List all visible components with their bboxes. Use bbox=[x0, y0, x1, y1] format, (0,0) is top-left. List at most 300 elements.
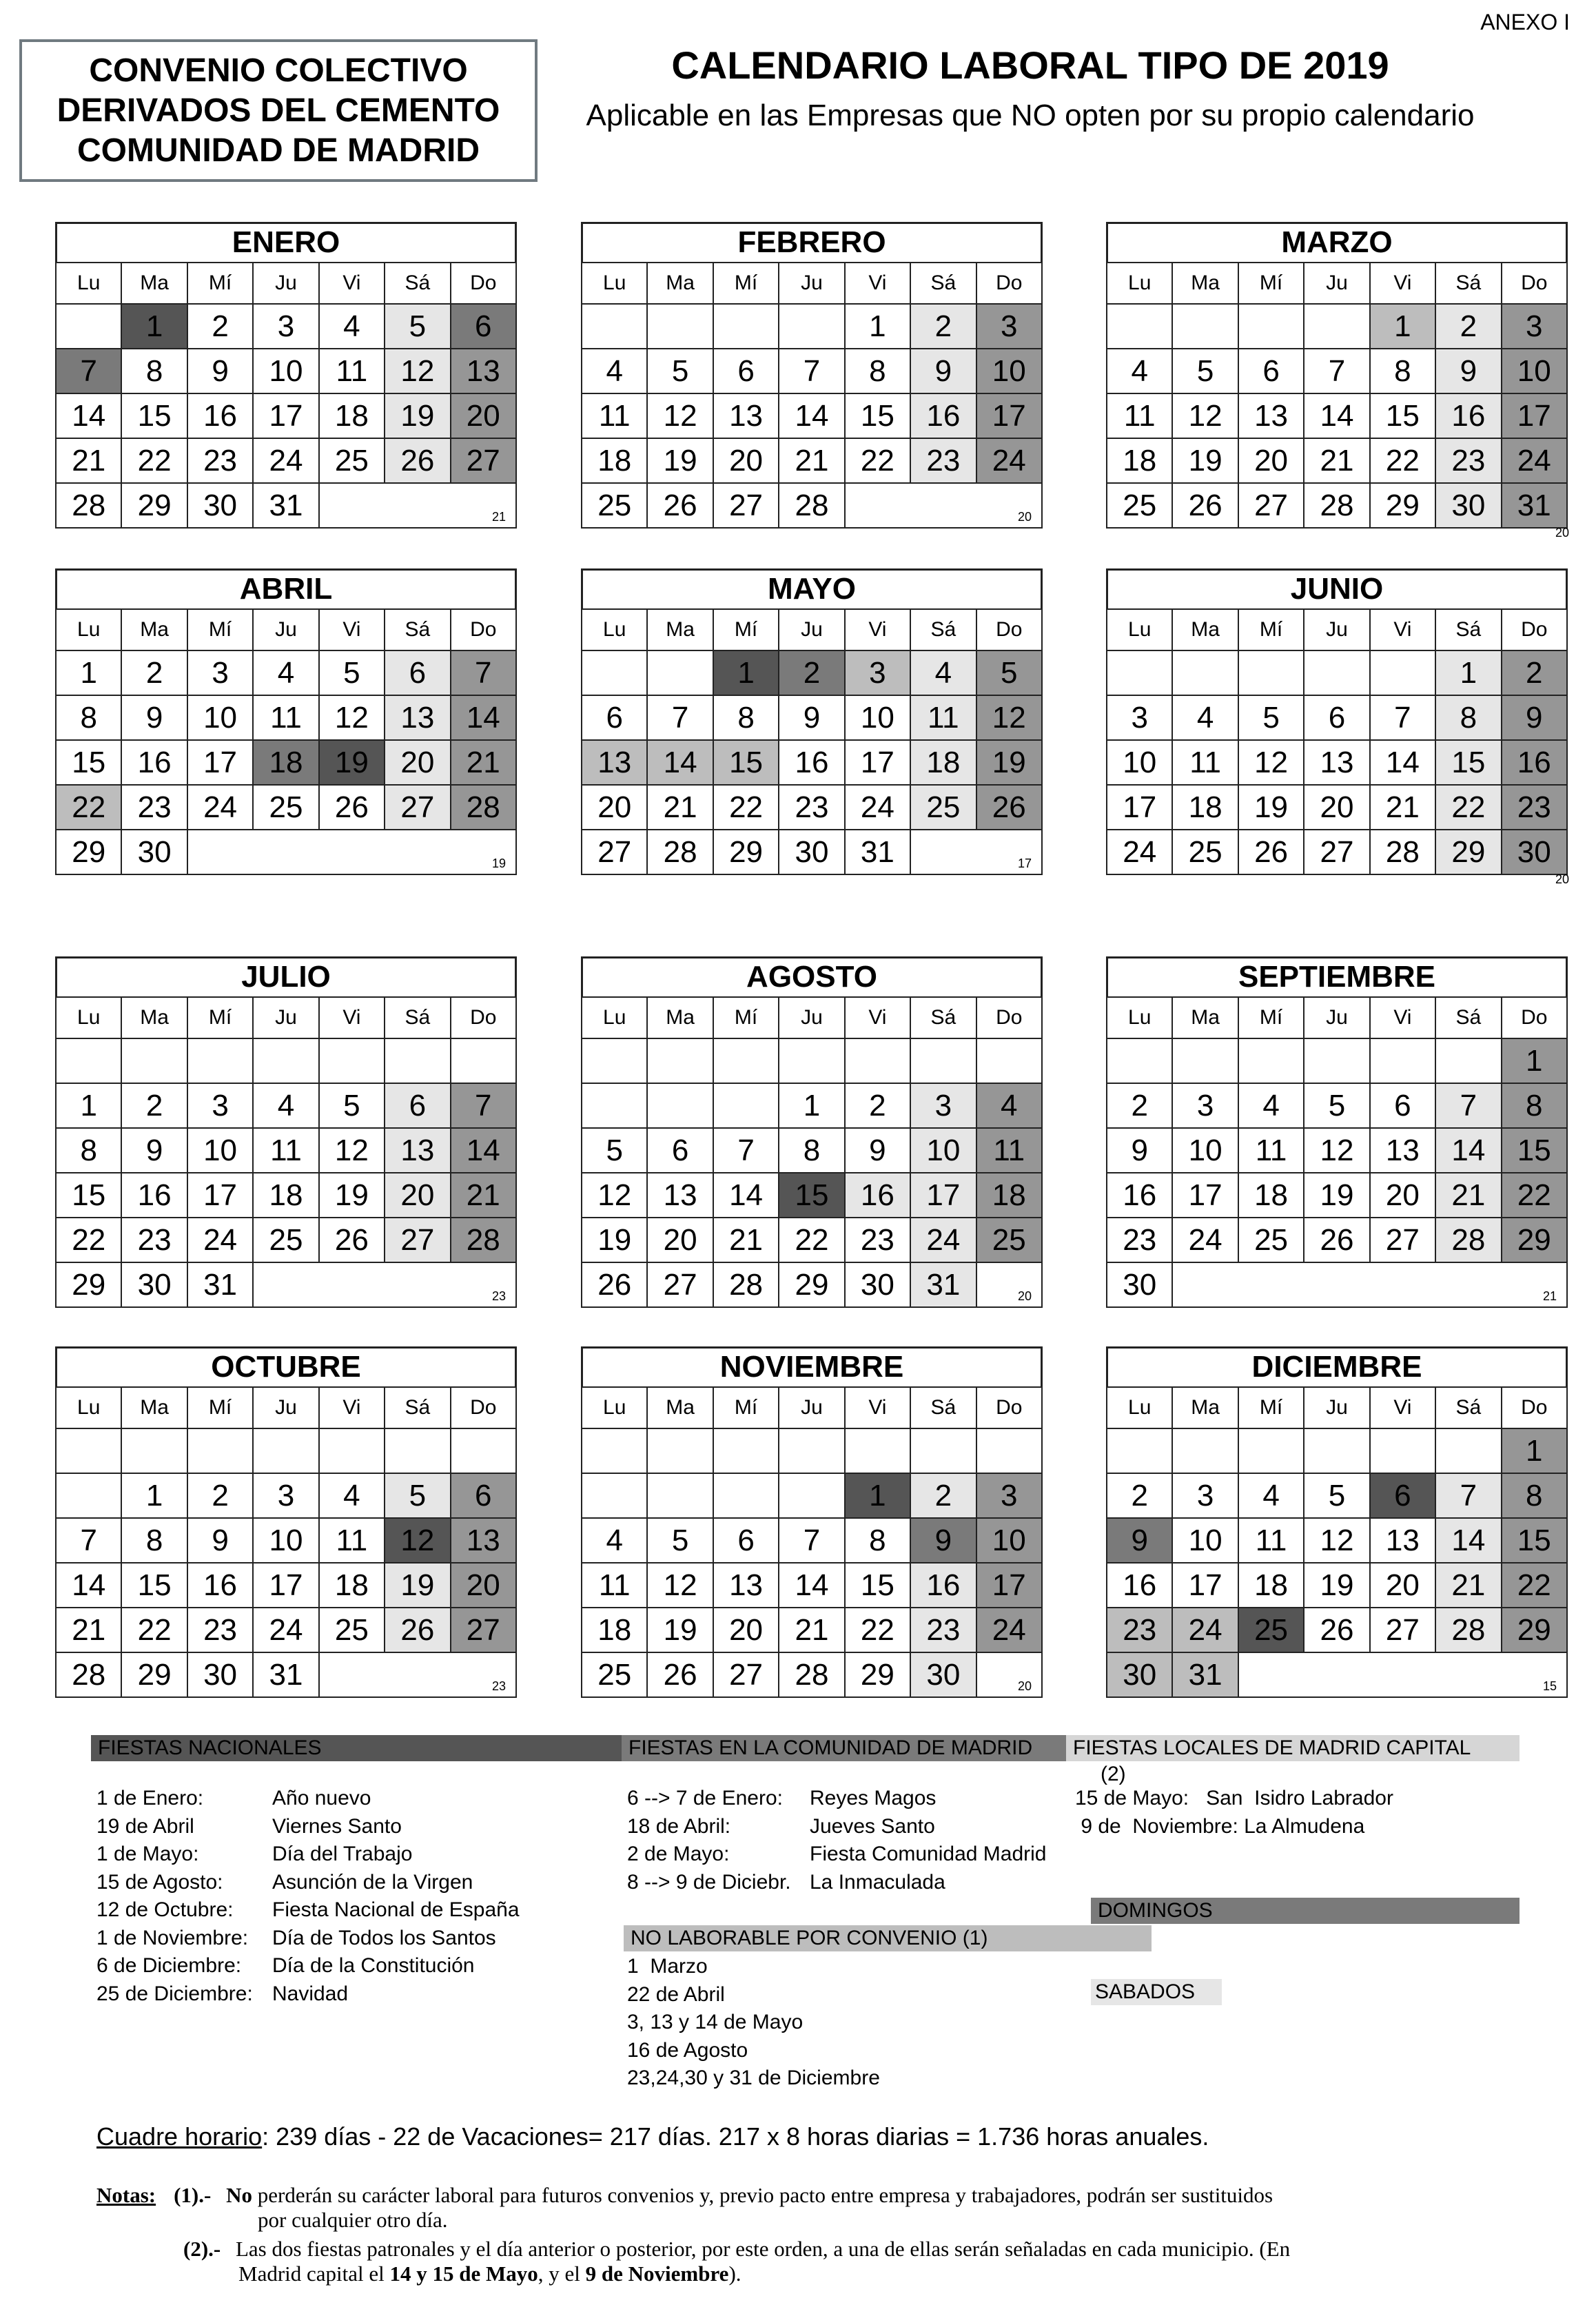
empty-day-cell bbox=[713, 1473, 779, 1518]
week-row bbox=[582, 1262, 1042, 1307]
day-cell: 15 bbox=[121, 393, 187, 438]
day-cell: 22 bbox=[1435, 785, 1501, 830]
day-cell: 26 bbox=[385, 438, 450, 483]
day-cell: 18 bbox=[1107, 438, 1172, 483]
working-day-count: 17 bbox=[1017, 857, 1032, 870]
week-row bbox=[56, 695, 516, 740]
day-cell: 8 bbox=[845, 1518, 910, 1563]
day-cell: 13 bbox=[713, 1563, 779, 1608]
day-cell: 23 bbox=[845, 1218, 910, 1262]
day-cell: 5 bbox=[1304, 1083, 1369, 1128]
month-junio bbox=[1106, 568, 1569, 886]
working-day-count: 20 bbox=[1017, 1289, 1032, 1303]
day-cell: 12 bbox=[385, 1518, 450, 1563]
holiday-name: Día de Todos los Santos bbox=[272, 1926, 496, 1949]
week-row bbox=[582, 740, 1042, 785]
month-title: JUNIO bbox=[1106, 568, 1568, 608]
day-cell: 30 bbox=[910, 1652, 976, 1697]
day-cell: 21 bbox=[779, 1608, 844, 1652]
weekday-header: Vi bbox=[319, 263, 385, 304]
week-row bbox=[1107, 393, 1567, 438]
week-row bbox=[56, 1038, 516, 1083]
day-cell: 26 bbox=[1304, 1608, 1369, 1652]
working-day-count: 19 bbox=[491, 857, 506, 870]
week-row bbox=[582, 438, 1042, 483]
day-cell: 9 bbox=[121, 695, 187, 740]
page-subtitle: Aplicable en las Empresas que NO opten por su propio calendario bbox=[586, 99, 1475, 132]
empty-day-cell bbox=[910, 1038, 976, 1083]
day-cell: 21 bbox=[451, 1173, 516, 1218]
day-cell: 9 bbox=[1107, 1128, 1172, 1173]
empty-day-cell bbox=[582, 1038, 647, 1083]
holiday-date: 12 de Octubre: bbox=[96, 1898, 234, 1921]
day-cell: 2 bbox=[1107, 1473, 1172, 1518]
day-cell: 28 bbox=[56, 1652, 121, 1697]
holiday-name: Navidad bbox=[272, 1982, 349, 2005]
day-cell: 4 bbox=[582, 349, 647, 393]
day-cell: 9 bbox=[1107, 1518, 1172, 1563]
day-cell: 19 bbox=[319, 740, 385, 785]
day-cell: 3 bbox=[910, 1083, 976, 1128]
day-cell: 23 bbox=[910, 438, 976, 483]
day-cell: 3 bbox=[253, 1473, 318, 1518]
day-cell: 29 bbox=[713, 830, 779, 874]
day-cell: 17 bbox=[253, 393, 318, 438]
week-row bbox=[582, 830, 1042, 874]
day-cell: 27 bbox=[647, 1262, 713, 1307]
weekday-header: Mí bbox=[713, 263, 779, 304]
list-item bbox=[96, 1952, 520, 1980]
day-cell: 25 bbox=[1172, 830, 1238, 874]
holiday-name: Asunción de la Virgen bbox=[272, 1870, 473, 1894]
week-row bbox=[582, 349, 1042, 393]
day-cell: 3 bbox=[253, 304, 318, 349]
day-cell: 5 bbox=[1238, 695, 1304, 740]
holiday-date: 8 --> 9 de Diciebr. bbox=[627, 1870, 791, 1894]
empty-day-cell bbox=[713, 304, 779, 349]
day-cell: 29 bbox=[56, 1262, 121, 1307]
empty-day-cell bbox=[779, 1038, 844, 1083]
day-cell: 22 bbox=[713, 785, 779, 830]
day-cell: 26 bbox=[976, 785, 1042, 830]
day-cell: 13 bbox=[385, 695, 450, 740]
day-cell: 12 bbox=[647, 393, 713, 438]
day-cell: 7 bbox=[451, 1083, 516, 1128]
day-cell: 14 bbox=[1435, 1128, 1501, 1173]
day-cell: 14 bbox=[779, 393, 844, 438]
fiestas-nacionales-list bbox=[96, 1785, 520, 2008]
weekday-header: Ma bbox=[647, 1387, 713, 1428]
day-cell: 19 bbox=[1238, 785, 1304, 830]
day-cell: 18 bbox=[319, 393, 385, 438]
day-cell: 24 bbox=[976, 1608, 1042, 1652]
day-cell: 19 bbox=[385, 1563, 450, 1608]
day-cell: 5 bbox=[647, 349, 713, 393]
weekday-header: Do bbox=[451, 263, 516, 304]
day-cell: 23 bbox=[1502, 785, 1567, 830]
empty-day-cell bbox=[1435, 1038, 1501, 1083]
legend-fiestas-comunidad bbox=[622, 1735, 1066, 1761]
weekday-header: Sá bbox=[385, 1387, 450, 1428]
week-row bbox=[582, 1038, 1042, 1083]
week-row bbox=[582, 1652, 1042, 1697]
empty-day-cell bbox=[1107, 1038, 1172, 1083]
day-cell: 6 bbox=[451, 1473, 516, 1518]
day-cell: 26 bbox=[1304, 1218, 1369, 1262]
day-cell: 27 bbox=[451, 438, 516, 483]
day-cell: 12 bbox=[1172, 393, 1238, 438]
week-row bbox=[582, 785, 1042, 830]
day-count-cell bbox=[253, 1262, 516, 1307]
list-item bbox=[96, 1896, 520, 1925]
day-cell: 6 bbox=[713, 349, 779, 393]
convenio-line: CONVENIO COLECTIVO bbox=[89, 52, 468, 89]
legend-note: (2) bbox=[1101, 1763, 1126, 1785]
empty-day-cell bbox=[1370, 1428, 1435, 1473]
day-cell: 10 bbox=[976, 1518, 1042, 1563]
day-cell: 14 bbox=[1370, 740, 1435, 785]
day-cell: 17 bbox=[910, 1173, 976, 1218]
day-cell: 6 bbox=[1304, 695, 1369, 740]
month-febrero bbox=[581, 222, 1043, 529]
list-item: 3, 13 y 14 de Mayo bbox=[627, 2011, 804, 2033]
weekday-header: Ma bbox=[1172, 997, 1238, 1038]
day-cell: 30 bbox=[1107, 1652, 1172, 1697]
day-cell: 9 bbox=[845, 1128, 910, 1173]
day-cell: 28 bbox=[451, 1218, 516, 1262]
day-cell: 11 bbox=[253, 695, 318, 740]
day-cell: 23 bbox=[121, 1218, 187, 1262]
weekday-header: Mí bbox=[713, 609, 779, 650]
day-cell: 19 bbox=[1304, 1173, 1369, 1218]
weekday-header: Lu bbox=[1107, 609, 1172, 650]
day-cell: 3 bbox=[976, 1473, 1042, 1518]
holiday-name: Reyes Magos bbox=[810, 1787, 937, 1809]
day-cell: 14 bbox=[779, 1563, 844, 1608]
day-cell: 13 bbox=[1238, 393, 1304, 438]
empty-day-cell bbox=[1304, 304, 1369, 349]
legend-label: FIESTAS EN LA COMUNIDAD DE MADRID bbox=[628, 1736, 1033, 1759]
day-cell: 16 bbox=[910, 1563, 976, 1608]
day-cell: 22 bbox=[56, 785, 121, 830]
convenio-line: DERIVADOS DEL CEMENTO bbox=[57, 92, 500, 129]
day-cell: 13 bbox=[451, 1518, 516, 1563]
day-cell: 6 bbox=[713, 1518, 779, 1563]
day-cell: 19 bbox=[319, 1173, 385, 1218]
week-row bbox=[1107, 1473, 1567, 1518]
day-cell: 7 bbox=[713, 1128, 779, 1173]
day-cell: 21 bbox=[451, 740, 516, 785]
empty-day-cell bbox=[187, 1038, 253, 1083]
week-row bbox=[56, 349, 516, 393]
holiday-date: 6 --> 7 de Enero: bbox=[627, 1787, 783, 1809]
day-cell: 3 bbox=[1172, 1083, 1238, 1128]
day-cell: 30 bbox=[1435, 483, 1501, 528]
empty-day-cell bbox=[1238, 650, 1304, 695]
day-cell: 2 bbox=[779, 650, 844, 695]
weekday-header: Do bbox=[451, 1387, 516, 1428]
day-cell: 14 bbox=[1304, 393, 1369, 438]
legend-label: FIESTAS NACIONALES bbox=[98, 1736, 322, 1759]
holiday-date: 1 de Noviembre: bbox=[96, 1926, 249, 1949]
week-row bbox=[1107, 304, 1567, 349]
no-laborable-list bbox=[627, 1953, 880, 2093]
week-row bbox=[582, 1428, 1042, 1473]
week-row bbox=[582, 1128, 1042, 1173]
day-cell: 29 bbox=[1502, 1608, 1567, 1652]
week-row bbox=[1107, 1038, 1567, 1083]
empty-day-cell bbox=[1370, 650, 1435, 695]
day-cell: 24 bbox=[1502, 438, 1567, 483]
day-cell: 12 bbox=[1238, 740, 1304, 785]
day-cell: 21 bbox=[647, 785, 713, 830]
day-cell: 31 bbox=[187, 1262, 253, 1307]
day-cell: 29 bbox=[56, 830, 121, 874]
day-cell: 16 bbox=[845, 1173, 910, 1218]
page-title: CALENDARIO LABORAL TIPO DE 2019 bbox=[671, 43, 1389, 87]
day-cell: 8 bbox=[1502, 1473, 1567, 1518]
day-cell: 18 bbox=[976, 1173, 1042, 1218]
convenio-box bbox=[19, 39, 538, 182]
day-cell: 18 bbox=[1238, 1563, 1304, 1608]
day-cell: 22 bbox=[845, 438, 910, 483]
empty-day-cell bbox=[845, 1038, 910, 1083]
day-cell: 30 bbox=[1107, 1262, 1172, 1307]
empty-day-cell bbox=[187, 1428, 253, 1473]
day-cell: 2 bbox=[910, 304, 976, 349]
empty-day-cell bbox=[713, 1083, 779, 1128]
day-cell: 14 bbox=[451, 1128, 516, 1173]
day-cell: 2 bbox=[1435, 304, 1501, 349]
weekday-header: Vi bbox=[319, 609, 385, 650]
week-row bbox=[582, 1083, 1042, 1128]
month-title: ENERO bbox=[55, 222, 517, 262]
day-cell: 1 bbox=[121, 1473, 187, 1518]
day-cell: 12 bbox=[1304, 1128, 1369, 1173]
day-cell: 9 bbox=[187, 349, 253, 393]
day-cell: 24 bbox=[253, 1608, 318, 1652]
day-cell: 28 bbox=[779, 1652, 844, 1697]
day-cell: 7 bbox=[779, 349, 844, 393]
week-row bbox=[582, 1218, 1042, 1262]
empty-day-cell bbox=[56, 1473, 121, 1518]
day-count-cell bbox=[976, 1652, 1042, 1697]
day-cell: 2 bbox=[1502, 650, 1567, 695]
weekday-header: Ma bbox=[121, 997, 187, 1038]
day-cell: 3 bbox=[1502, 304, 1567, 349]
week-row bbox=[1107, 1428, 1567, 1473]
day-cell: 6 bbox=[582, 695, 647, 740]
day-cell: 18 bbox=[582, 1608, 647, 1652]
legend-label: DOMINGOS bbox=[1098, 1899, 1213, 1922]
day-cell: 1 bbox=[845, 304, 910, 349]
day-cell: 4 bbox=[319, 1473, 385, 1518]
day-cell: 11 bbox=[910, 695, 976, 740]
week-row bbox=[1107, 740, 1567, 785]
week-row bbox=[56, 393, 516, 438]
note-2-line-1 bbox=[183, 2237, 1290, 2262]
week-row bbox=[1107, 1262, 1567, 1307]
day-cell: 20 bbox=[1304, 785, 1369, 830]
day-cell: 3 bbox=[976, 304, 1042, 349]
weekday-header: Mí bbox=[187, 263, 253, 304]
note-1-text-cont: por cualquier otro día. bbox=[258, 2208, 448, 2232]
empty-day-cell bbox=[779, 1428, 844, 1473]
day-cell: 2 bbox=[121, 1083, 187, 1128]
day-cell: 24 bbox=[845, 785, 910, 830]
day-cell: 15 bbox=[845, 1563, 910, 1608]
month-title: MAYO bbox=[581, 568, 1043, 608]
day-cell: 23 bbox=[187, 1608, 253, 1652]
day-cell: 12 bbox=[319, 695, 385, 740]
day-cell: 9 bbox=[910, 349, 976, 393]
week-row bbox=[582, 1563, 1042, 1608]
day-cell: 10 bbox=[187, 695, 253, 740]
empty-day-cell bbox=[121, 1428, 187, 1473]
day-cell: 11 bbox=[319, 1518, 385, 1563]
day-cell: 19 bbox=[976, 740, 1042, 785]
day-cell: 15 bbox=[56, 740, 121, 785]
holiday-name: Año nuevo bbox=[272, 1787, 371, 1809]
empty-day-cell bbox=[1172, 304, 1238, 349]
working-day-count: 21 bbox=[1542, 1289, 1557, 1303]
day-cell: 25 bbox=[582, 1652, 647, 1697]
day-cell: 21 bbox=[56, 1608, 121, 1652]
day-cell: 28 bbox=[647, 830, 713, 874]
day-cell: 24 bbox=[253, 438, 318, 483]
day-cell: 7 bbox=[779, 1518, 844, 1563]
day-cell: 4 bbox=[1238, 1473, 1304, 1518]
weekday-header: Mí bbox=[187, 609, 253, 650]
day-cell: 14 bbox=[56, 1563, 121, 1608]
day-cell: 6 bbox=[1238, 349, 1304, 393]
month-septiembre bbox=[1106, 956, 1568, 1308]
empty-day-cell bbox=[647, 1473, 713, 1518]
empty-day-cell bbox=[1172, 1038, 1238, 1083]
empty-day-cell bbox=[1238, 1428, 1304, 1473]
day-cell: 4 bbox=[319, 304, 385, 349]
day-cell: 4 bbox=[1172, 695, 1238, 740]
day-cell: 10 bbox=[976, 349, 1042, 393]
list-item: 15 de Mayo: San Isidro Labrador bbox=[1075, 1787, 1393, 1809]
day-cell: 23 bbox=[121, 785, 187, 830]
day-cell: 11 bbox=[976, 1128, 1042, 1173]
legend-label: NO LABORABLE POR CONVENIO (1) bbox=[631, 1927, 988, 1949]
day-cell: 21 bbox=[1435, 1173, 1501, 1218]
month-octubre bbox=[55, 1346, 517, 1698]
day-cell: 31 bbox=[1172, 1652, 1238, 1697]
day-cell: 9 bbox=[1502, 695, 1567, 740]
day-cell: 26 bbox=[385, 1608, 450, 1652]
empty-day-cell bbox=[647, 1038, 713, 1083]
empty-day-cell bbox=[713, 1428, 779, 1473]
day-cell: 29 bbox=[1370, 483, 1435, 528]
holiday-date: 1 de Enero: bbox=[96, 1787, 204, 1809]
weekday-header: Sá bbox=[1435, 609, 1501, 650]
empty-day-cell bbox=[1304, 1428, 1369, 1473]
day-cell: 22 bbox=[845, 1608, 910, 1652]
day-cell: 13 bbox=[582, 740, 647, 785]
annex-label: ANEXO I bbox=[1480, 10, 1570, 34]
empty-day-cell bbox=[451, 1428, 516, 1473]
weekday-header: Vi bbox=[1370, 1387, 1435, 1428]
day-cell: 16 bbox=[187, 1563, 253, 1608]
empty-day-cell bbox=[121, 1038, 187, 1083]
month-title: MARZO bbox=[1106, 222, 1568, 262]
weekday-header: Lu bbox=[582, 1387, 647, 1428]
day-cell: 27 bbox=[713, 483, 779, 528]
day-cell: 19 bbox=[1304, 1563, 1369, 1608]
list-item: 1 Marzo bbox=[627, 1955, 708, 1978]
day-cell: 15 bbox=[1370, 393, 1435, 438]
day-cell: 8 bbox=[779, 1128, 844, 1173]
week-row bbox=[1107, 349, 1567, 393]
month-title: FEBRERO bbox=[581, 222, 1043, 262]
week-row bbox=[56, 740, 516, 785]
day-cell: 27 bbox=[1238, 483, 1304, 528]
day-cell: 14 bbox=[56, 393, 121, 438]
weekday-header: Mí bbox=[1238, 263, 1304, 304]
day-cell: 9 bbox=[187, 1518, 253, 1563]
day-cell: 31 bbox=[1502, 483, 1567, 528]
day-cell: 29 bbox=[779, 1262, 844, 1307]
day-cell: 22 bbox=[121, 1608, 187, 1652]
day-cell: 18 bbox=[910, 740, 976, 785]
day-cell: 18 bbox=[1238, 1173, 1304, 1218]
holiday-date: 25 de Diciembre: bbox=[96, 1982, 253, 2005]
day-cell: 15 bbox=[56, 1173, 121, 1218]
day-cell: 29 bbox=[1502, 1218, 1567, 1262]
week-row bbox=[582, 393, 1042, 438]
day-cell: 6 bbox=[647, 1128, 713, 1173]
day-cell: 1 bbox=[779, 1083, 844, 1128]
day-cell: 5 bbox=[1172, 349, 1238, 393]
working-day-count: 20 bbox=[1017, 510, 1032, 524]
day-cell: 12 bbox=[319, 1128, 385, 1173]
empty-day-cell bbox=[253, 1038, 318, 1083]
day-cell: 31 bbox=[253, 1652, 318, 1697]
week-row bbox=[1107, 830, 1567, 874]
day-cell: 21 bbox=[1304, 438, 1369, 483]
list-item bbox=[96, 1869, 520, 1897]
day-cell: 30 bbox=[845, 1262, 910, 1307]
empty-day-cell bbox=[845, 1428, 910, 1473]
holiday-name: Viernes Santo bbox=[272, 1814, 402, 1838]
day-cell: 20 bbox=[451, 393, 516, 438]
day-cell: 15 bbox=[845, 393, 910, 438]
day-cell: 9 bbox=[910, 1518, 976, 1563]
empty-day-cell bbox=[779, 304, 844, 349]
weekday-header: Do bbox=[976, 997, 1042, 1038]
day-cell: 10 bbox=[1107, 740, 1172, 785]
weekday-header: Sá bbox=[1435, 997, 1501, 1038]
day-cell: 1 bbox=[1502, 1428, 1567, 1473]
day-cell: 5 bbox=[976, 650, 1042, 695]
day-cell: 19 bbox=[385, 393, 450, 438]
weekday-header: Sá bbox=[910, 263, 976, 304]
day-cell: 17 bbox=[976, 393, 1042, 438]
day-cell: 25 bbox=[319, 1608, 385, 1652]
day-cell: 27 bbox=[1370, 1608, 1435, 1652]
day-cell: 30 bbox=[121, 830, 187, 874]
note-2-line-2 bbox=[238, 2262, 741, 2286]
weekday-header: Ju bbox=[779, 609, 844, 650]
day-cell: 2 bbox=[121, 650, 187, 695]
weekday-header: Vi bbox=[845, 263, 910, 304]
day-cell: 18 bbox=[253, 1173, 318, 1218]
weekday-header: Vi bbox=[1370, 997, 1435, 1038]
day-cell: 26 bbox=[647, 1652, 713, 1697]
